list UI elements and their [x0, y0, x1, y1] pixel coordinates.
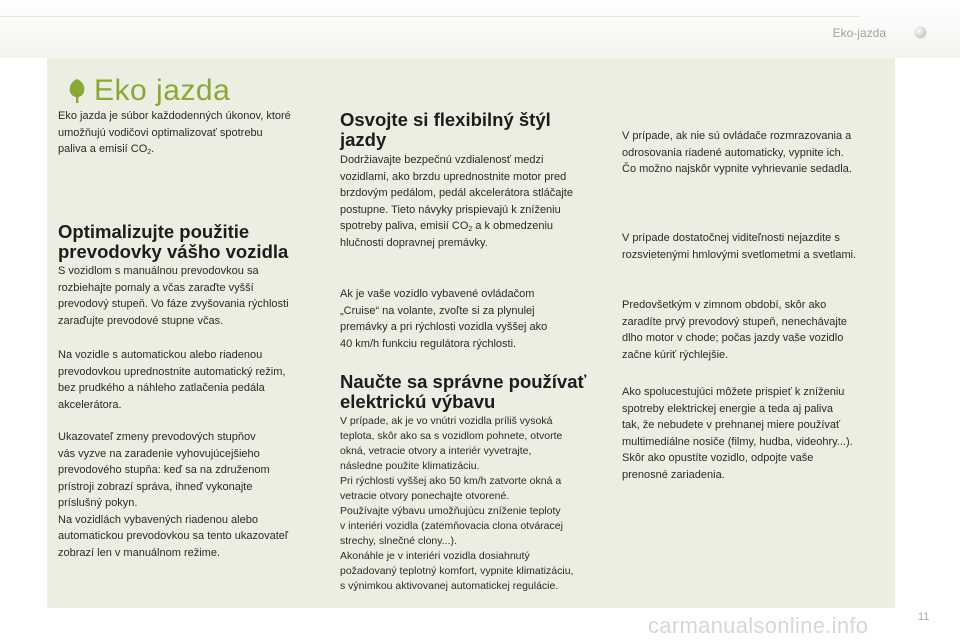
top-rule [0, 16, 860, 17]
paragraph-manual-gearbox: S vozidlom s manuálnou prevodovkou sa rozbiehajte pomaly a včas zaraďte vyšší prevodový stupeň. Vo fáze zvyšovania rýchlosti zaraďujte prevodové stupne včas. [58, 265, 289, 327]
paragraph-air-conditioning: V prípade, ak je vo vnútri vozidla príliš vysoká teplota, skôr ako sa s vozidlom pohnete, otvorte okná, vetracie otvory a interiér vyvetrajte, následne použite klimatizáciu. Pri rýchlosti vyššej ako 50 km/h zatvorte okná a vetracie otvory ponechajte otvorené. Používajte výbavu umožňujúcu zníženie teploty v interiéri vozidla (zatemňovacia clona otváracej strechy, slnečné clony...). Akonáhle je v interiéri vozidla dosiahnutý požadovaný teplotný komfort, vypnite klimatizáciu, s výnimkou aktivovanej automatickej regulácie. [340, 415, 574, 592]
paragraph-passengers: Ako spolucestujúci môžete prispieť k zníženiu spotreby elektrickej energie a teda aj paliva tak, že nebudete v prehnanej miere používať multimediálne nosiče (filmy, hudba, videohry...). Skôr ako opustíte vozidlo, odpojte vaše prenosné zariadenia. [622, 386, 853, 481]
section-title: Eko-jazda [832, 26, 886, 40]
tree-leaf-icon [66, 78, 88, 104]
top-bar [0, 0, 960, 58]
paragraph-defrost: V prípade, ak nie sú ovládače rozmrazovania a odrosovania riadené automaticky, vypnite ich. Čo možno najskôr vypnite vyhrievanie sedadla. [622, 130, 852, 175]
page-number: 11 [918, 611, 930, 623]
paragraph-safe-distance: Dodržiavajte bezpečnú vzdialenosť medzi vozidlami, ako brzdu uprednostnite motor pred brzdovým pedálom, pedál akcelerátora stláčajte postupne. Tieto návyky prispievajú k zníženiu spotreby paliva, emisií $CO_2$ a k obmedzeniu hlučnosti dopravnej premávky. [340, 154, 573, 249]
bullet-dot-icon [915, 27, 926, 38]
heading-electrical-equipment: Naučte sa správne používať elektrickú výbavu [340, 371, 587, 412]
page-title: Eko jazda [94, 74, 231, 107]
intro-paragraph: Eko jazda je súbor každodenných úkonov, ktoré umožňujú vodičovi optimalizovať spotrebu paliva a emisií $CO_2$. [58, 110, 291, 156]
watermark: carmanualsonline.info [648, 613, 869, 638]
paragraph-fog-lamps: V prípade dostatočnej viditeľnosti nejazdite s rozsvietenými hmlovými svetlometmi a svetlami. [622, 232, 857, 261]
paragraph-gear-indicator: Ukazovateľ zmeny prevodových stupňov vás vyzve na zaradenie vyhovujúcejšieho prevodového stupňa: keď sa na združenom prístroji zobrazí správa, ihneď vykonajte príslušný pokyn. Na vozidlách vybavených riadenou alebo automatickou prevodovkou sa tento ukazovateľ zobrazí len v manuálnom režime. [58, 431, 289, 559]
paragraph-automatic-gearbox: Na vozidle s automatickou alebo riadenou prevodovkou uprednostnite automatický režim, bez prudkého a náhleho zatlačenia pedála akcelerátora. [58, 349, 286, 411]
title-row [66, 74, 230, 108]
paragraph-winter-start: Predovšetkým v zimnom období, skôr ako zaradíte prvý prevodový stupeň, nenechávajte dlho motor v chode; počas jazdy vaše vozidlo začne kúriť rýchlejšie. [622, 299, 848, 361]
paragraph-cruise-control: Ak je vaše vozidlo vybavené ovládačom „Cruise“ na volante, zvoľte si za plynulej premávky a pri rýchlosti vozidla vyššej ako 40 km/h funkciu regulátora rýchlosti. [340, 288, 548, 350]
heading-driving-style: Osvojte si flexibilný štýl jazdy [340, 109, 551, 150]
heading-gearbox: Optimalizujte použitie prevodovky vášho vozidla [58, 221, 289, 262]
